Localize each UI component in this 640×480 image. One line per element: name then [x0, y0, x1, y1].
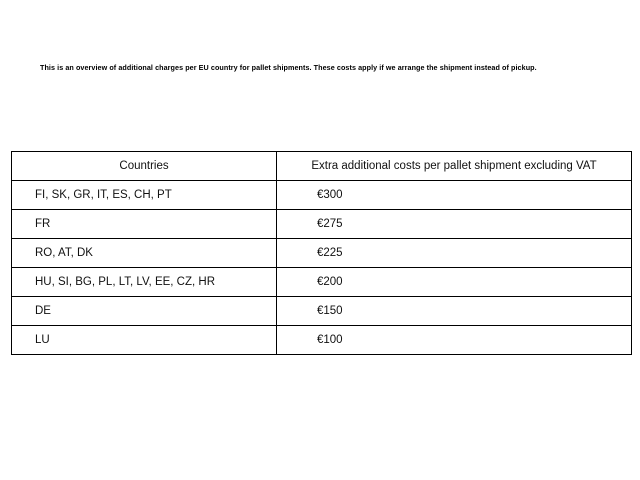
table-row [12, 210, 632, 239]
header-cell-countries [12, 152, 277, 181]
countries-value: DE [35, 305, 51, 317]
cell-countries [12, 268, 277, 297]
cell-countries [12, 239, 277, 268]
header-cell-costs [277, 152, 632, 181]
intro-paragraph: This is an overview of additional charges per EU country for pallet shipments. These costs apply if we arrange the shipment instead of pickup. [40, 63, 537, 72]
cell-cost [277, 239, 632, 268]
cost-value: €275 [317, 218, 343, 230]
countries-value: LU [35, 334, 50, 346]
cost-value: €300 [317, 189, 343, 201]
cell-cost [277, 326, 632, 355]
table-row [12, 326, 632, 355]
cost-value: €100 [317, 334, 343, 346]
header-label-countries: Countries [119, 160, 169, 172]
cell-countries [12, 210, 277, 239]
cell-cost [277, 268, 632, 297]
countries-value: FR [35, 218, 51, 230]
cell-countries [12, 326, 277, 355]
cell-cost [277, 210, 632, 239]
charges-table [11, 151, 632, 355]
table-row [12, 268, 632, 297]
cell-cost [277, 297, 632, 326]
table-header-row [12, 152, 632, 181]
cost-value: €200 [317, 276, 343, 288]
countries-value: FI, SK, GR, IT, ES, CH, PT [35, 189, 172, 201]
table-row [12, 239, 632, 268]
cell-cost [277, 181, 632, 210]
cell-countries [12, 297, 277, 326]
cost-value: €225 [317, 247, 343, 259]
countries-value: HU, SI, BG, PL, LT, LV, EE, CZ, HR [35, 276, 216, 288]
cost-value: €150 [317, 305, 343, 317]
charges-table-wrapper [11, 151, 629, 355]
header-label-costs: Extra additional costs per pallet shipment excluding VAT [311, 160, 597, 172]
table-row [12, 297, 632, 326]
countries-value: RO, AT, DK [35, 247, 93, 259]
cell-countries [12, 181, 277, 210]
table-row [12, 181, 632, 210]
